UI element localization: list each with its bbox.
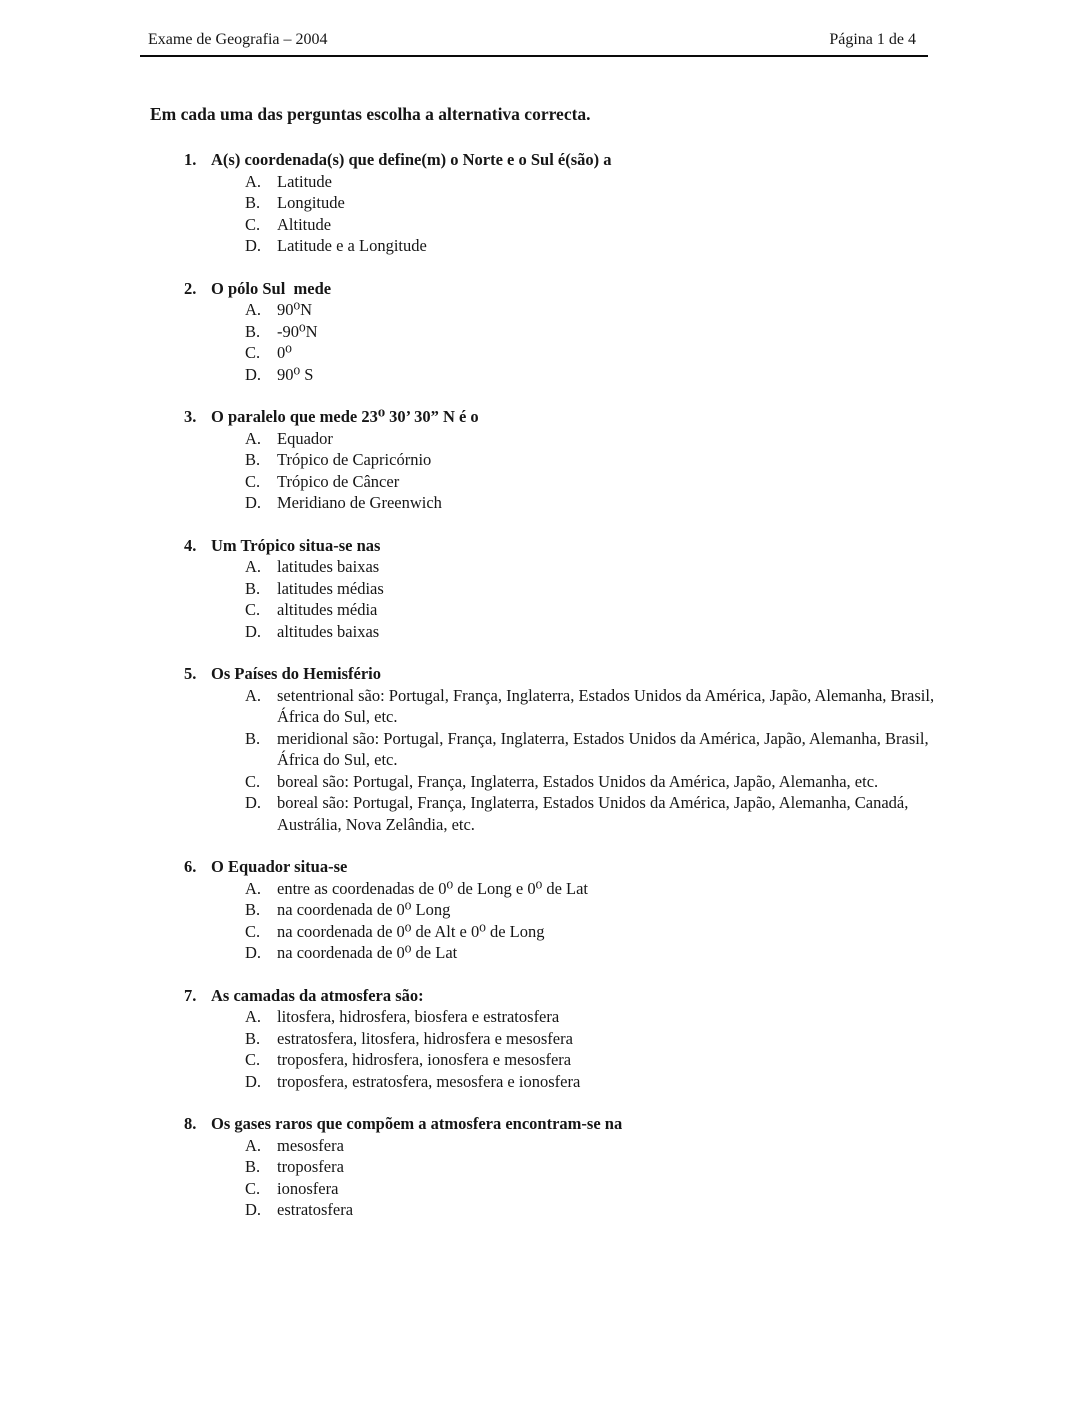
option-letter: D. (245, 943, 262, 962)
option-text: Altitude (277, 214, 332, 234)
option-text: Longitude (277, 193, 345, 212)
answer-option (211, 1006, 968, 1028)
option-text: 90⁰ S (277, 364, 314, 384)
option-text: troposfera (277, 1157, 344, 1176)
option-letter: C. (245, 1178, 261, 1198)
option-text: 0⁰ (277, 343, 292, 362)
question (150, 856, 968, 964)
question-number: 4. (184, 535, 197, 555)
option-text: na coordenada de 0⁰ Long (277, 900, 451, 919)
question-body (211, 278, 968, 386)
option-letter: B. (245, 578, 261, 598)
option-text: 90⁰N (277, 300, 313, 319)
answer-option (211, 235, 968, 257)
option-letter: A. (245, 1135, 262, 1155)
answer-option (211, 556, 968, 578)
answer-option (211, 1135, 968, 1157)
option-letter: A. (245, 300, 262, 319)
answer-option (211, 492, 968, 514)
option-text: troposfera, estratosfera, mesosfera e ionosfera (277, 1071, 581, 1091)
option-text: Trópico de Capricórnio (277, 450, 432, 469)
option-letter: A. (245, 685, 262, 705)
option-letter: D. (245, 364, 262, 384)
option-letter: B. (245, 728, 261, 748)
answer-option (211, 171, 968, 193)
question (150, 1113, 968, 1221)
answer-option (211, 728, 968, 771)
option-text: ionosfera (277, 1178, 339, 1198)
answer-option (211, 214, 968, 236)
option-list (211, 1006, 968, 1092)
answer-option (211, 321, 968, 343)
answer-option (211, 578, 968, 600)
option-letter: B. (245, 193, 261, 212)
option-text: Latitude e a Longitude (277, 236, 427, 255)
option-text: estratosfera (277, 1200, 354, 1219)
option-letter: A. (245, 557, 262, 576)
answer-option (211, 792, 968, 835)
option-letter: D. (245, 493, 262, 512)
answer-option (211, 299, 968, 321)
option-letter: A. (245, 878, 262, 898)
option-text: litosfera, hidrosfera, biosfera e estratosfera (277, 1007, 560, 1026)
question-title: A(s) coordenada(s) que define(m) o Norte e o Sul é(são) a (211, 150, 612, 169)
answer-option (211, 342, 968, 364)
option-list (211, 428, 968, 514)
question-title: O Equador situa-se (211, 857, 348, 876)
answer-option (211, 942, 968, 964)
option-text: altitudes baixas (277, 621, 380, 641)
option-letter: C. (245, 343, 261, 362)
option-text: na coordenada de 0⁰ de Lat (277, 943, 458, 962)
answer-option (211, 599, 968, 621)
answer-option (211, 878, 968, 900)
option-list (211, 1135, 968, 1221)
question-number: 2. (184, 278, 197, 298)
option-letter: C. (245, 1050, 261, 1069)
answer-option (211, 449, 968, 471)
question-number: 8. (184, 1114, 197, 1133)
option-letter: C. (245, 600, 261, 619)
option-list (211, 878, 968, 964)
question-body (211, 535, 968, 643)
option-letter: A. (245, 1007, 262, 1026)
option-text: Latitude (277, 171, 332, 191)
option-letter: B. (245, 1028, 261, 1048)
header-exam-title: Exame de Geografia – 2004 (148, 31, 328, 48)
question-body (211, 856, 968, 964)
option-letter: C. (245, 921, 261, 941)
answer-option (211, 1156, 968, 1178)
question (150, 406, 968, 514)
question-body (211, 149, 968, 257)
option-letter: D. (245, 793, 262, 812)
question-title: Os Países do Hemisfério (211, 664, 382, 683)
exam-instruction: Em cada uma das perguntas escolha a alternativa correcta. (150, 104, 591, 124)
option-letter: B. (245, 900, 261, 919)
answer-option (211, 1199, 968, 1221)
question-title: As camadas da atmosfera são: (211, 985, 424, 1005)
option-text: mesosfera (277, 1135, 344, 1155)
option-text: entre as coordenadas de 0⁰ de Long e 0⁰ de Lat (277, 878, 589, 898)
option-letter: D. (245, 236, 262, 255)
question-body (211, 1113, 968, 1221)
option-text: troposfera, hidrosfera, ionosfera e mesosfera (277, 1050, 572, 1069)
answer-option (211, 1028, 968, 1050)
question-title: Um Trópico situa-se nas (211, 535, 381, 555)
option-letter: D. (245, 621, 262, 641)
question-title: Os gases raros que compõem a atmosfera encontram-se na (211, 1114, 623, 1133)
question (150, 535, 968, 643)
option-letter: C. (245, 471, 261, 491)
answer-option (211, 1071, 968, 1093)
option-list (211, 556, 968, 642)
answer-option (211, 1178, 968, 1200)
question-body (211, 406, 968, 514)
answer-option (211, 1049, 968, 1071)
option-text: altitudes média (277, 600, 378, 619)
option-letter: C. (245, 771, 261, 791)
option-letter: A. (245, 171, 262, 191)
option-text: boreal são: Portugal, França, Inglaterra, Estados Unidos da América, Japão, Alemanha, etc. (277, 771, 879, 791)
option-text: estratosfera, litosfera, hidrosfera e mesosfera (277, 1028, 573, 1048)
option-text: Trópico de Câncer (277, 471, 400, 491)
answer-option (211, 921, 968, 943)
question-title: O pólo Sul mede (211, 278, 332, 298)
question-body (211, 663, 968, 835)
option-text: -90⁰N (277, 321, 318, 341)
question-number: 7. (184, 985, 197, 1005)
question (150, 985, 968, 1093)
answer-option (211, 471, 968, 493)
exam-body (150, 103, 968, 1221)
question-body (211, 985, 968, 1093)
option-list (211, 171, 968, 257)
option-text: Equador (277, 428, 333, 448)
answer-option (211, 428, 968, 450)
option-list (211, 685, 968, 836)
option-text: na coordenada de 0⁰ de Alt e 0⁰ de Long (277, 921, 545, 941)
header-page-number: Página 1 de 4 (829, 31, 916, 48)
option-letter: D. (245, 1200, 262, 1219)
answer-option (211, 685, 968, 728)
option-list (211, 299, 968, 385)
option-text: latitudes médias (277, 578, 384, 598)
question-title: O paralelo que mede 23⁰ 30’ 30” N é o (211, 407, 479, 426)
option-text: setentrional são: Portugal, França, Inglaterra, Estados Unidos da América, Japão, Alemanha, Brasil, África do Sul, etc. (277, 685, 939, 726)
answer-option (211, 771, 968, 793)
answer-option (211, 364, 968, 386)
question-list (150, 149, 968, 1221)
option-text: meridional são: Portugal, França, Inglaterra, Estados Unidos da América, Japão, Alemanha, Brasil, África do Sul, etc. (277, 728, 933, 769)
question (150, 663, 968, 835)
question-number: 6. (184, 857, 197, 876)
option-letter: A. (245, 428, 262, 448)
answer-option (211, 621, 968, 643)
option-letter: B. (245, 321, 261, 341)
question (150, 149, 968, 257)
option-letter: B. (245, 450, 261, 469)
answer-option (211, 899, 968, 921)
question-number: 3. (184, 407, 197, 426)
option-text: latitudes baixas (277, 557, 380, 576)
question-number: 5. (184, 664, 197, 683)
question-number: 1. (184, 150, 197, 169)
option-text: Meridiano de Greenwich (277, 493, 442, 512)
option-letter: B. (245, 1157, 261, 1176)
option-letter: D. (245, 1071, 262, 1091)
answer-option (211, 192, 968, 214)
option-text: boreal são: Portugal, França, Inglaterra, Estados Unidos da América, Japão, Alemanha, Canadá, Austrália, Nova Zelândia, etc. (277, 793, 912, 834)
option-letter: C. (245, 214, 261, 234)
page-header (140, 30, 928, 57)
question (150, 278, 968, 386)
